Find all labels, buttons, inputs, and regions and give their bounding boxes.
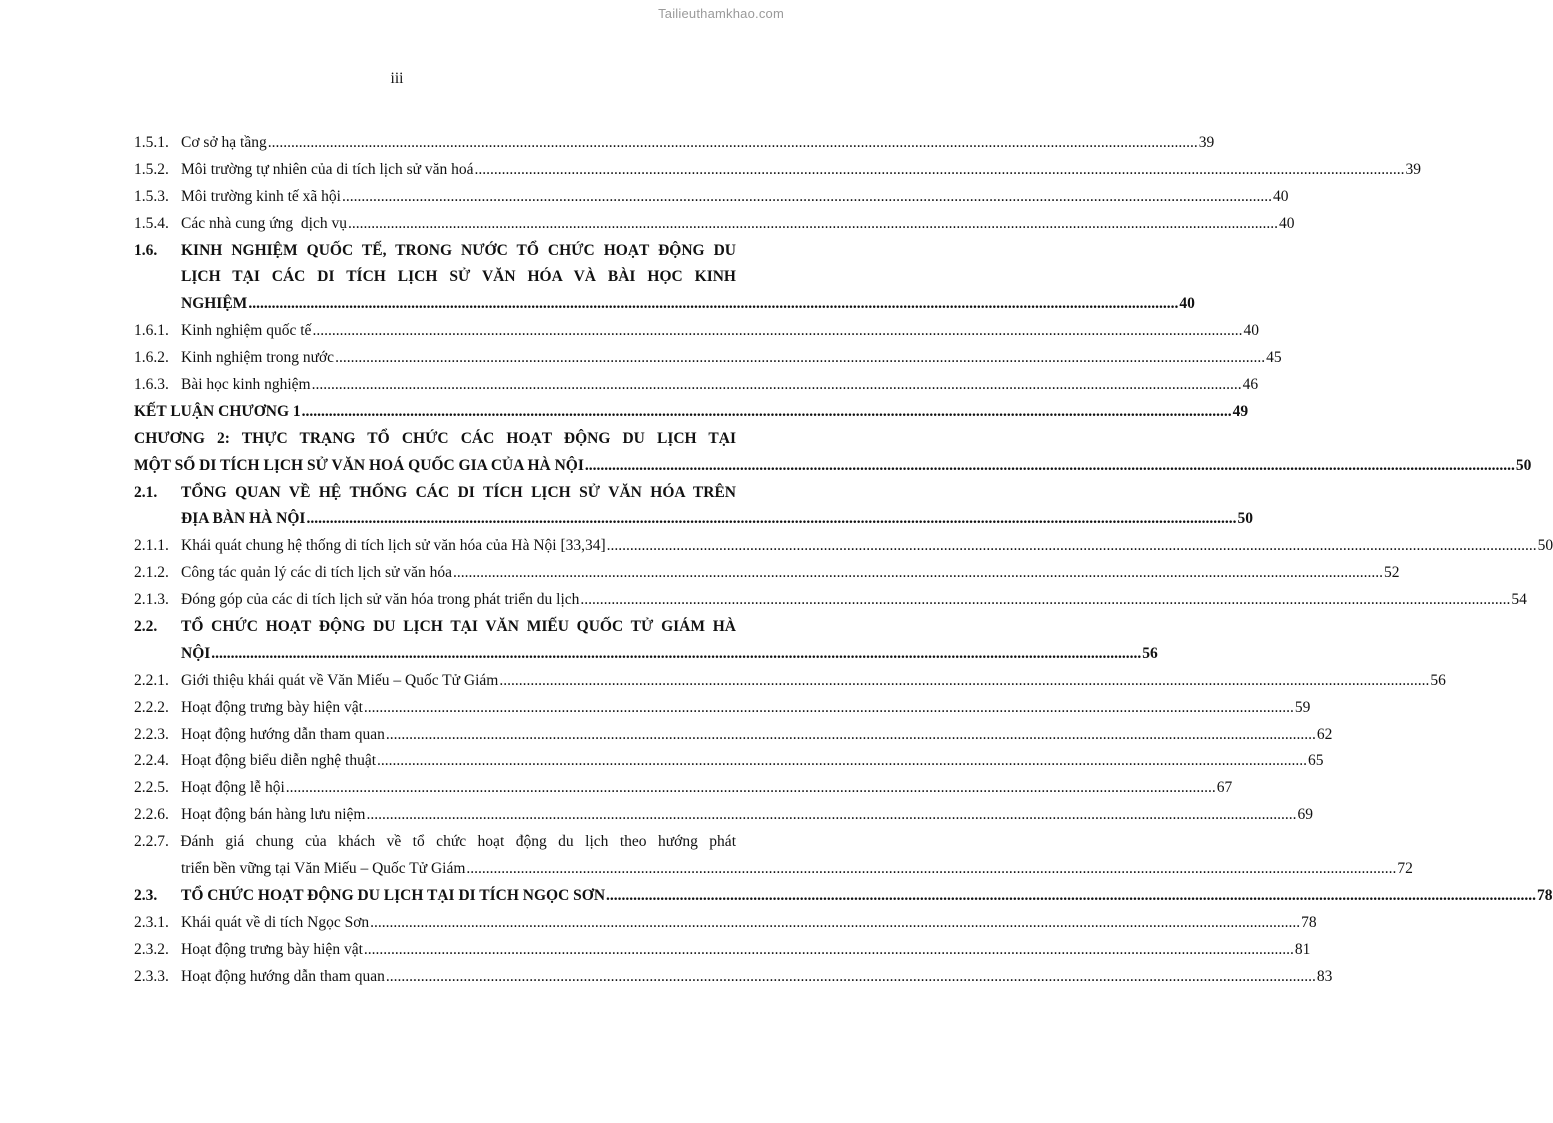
toc-entry-2-3-2[interactable] (134, 937, 1311, 964)
watermark: Tailieuthamkhao.com (658, 6, 784, 21)
toc-page: 52 (1383, 564, 1400, 582)
table-of-contents (134, 130, 1553, 991)
toc-label-line: KINH NGHIỆM QUỐC TẾ, TRONG NƯỚC TỔ CHỨC HOẠT ĐỘNG DU (181, 241, 736, 259)
toc-label: Bài học kinh nghiệm (181, 376, 311, 394)
toc-label-line: triển bền vững tại Văn Miếu – Quốc Tử Giám (181, 860, 466, 878)
toc-entry-2-2-7[interactable] (134, 829, 1413, 883)
toc-label: Hoạt động biểu diễn nghệ thuật (181, 752, 376, 770)
toc-page: 45 (1266, 349, 1282, 367)
dot-leader (499, 668, 1429, 695)
toc-page: 67 (1216, 779, 1233, 797)
toc-entry-2-3[interactable] (134, 883, 1553, 910)
toc-label-line: TỔNG QUAN VỀ HỆ THỐNG CÁC DI TÍCH LỊCH SỬ VĂN HÓA TRÊN (181, 483, 736, 501)
toc-label-line: 2.2.7. Đánh giá chung của khách về tổ chức hoạt động du lịch theo hướng phát (134, 833, 736, 851)
toc-label: Hoạt động trưng bày hiện vật (181, 698, 363, 716)
dot-leader (286, 775, 1216, 802)
toc-label: Kinh nghiệm quốc tế (181, 322, 312, 340)
dot-leader (306, 506, 1236, 533)
toc-label-line: CHƯƠNG 2: THỰC TRẠNG TỔ CHỨC CÁC HOẠT ĐỘNG DU LỊCH TẠI (134, 429, 736, 447)
toc-number: 2.1. (134, 483, 158, 501)
toc-page: 65 (1308, 752, 1324, 770)
toc-label: Hoạt động bán hàng lưu niệm (181, 806, 366, 824)
toc-entry-chuong-2[interactable] (134, 426, 1532, 480)
toc-label: Môi trường tự nhiên của di tích lịch sử văn hoá (181, 160, 474, 178)
toc-entry-2-1-1[interactable] (134, 533, 1553, 560)
toc-page: 40 (1179, 295, 1195, 313)
toc-label: Giới thiệu khái quát về Văn Miếu – Quốc Tử Giám (181, 671, 499, 689)
toc-number: 2.2.6. (134, 806, 169, 824)
toc-entry-2-3-1[interactable] (134, 910, 1317, 937)
toc-label-line: ĐỊA BÀN HÀ NỘI (181, 510, 306, 528)
page-number: iii (390, 70, 404, 87)
toc-label: Kinh nghiệm trong nước (181, 349, 335, 367)
toc-entry-2-1[interactable] (134, 480, 1253, 534)
toc-entry-1-6-2[interactable] (134, 345, 1282, 372)
toc-number: 1.6.2. (134, 349, 169, 367)
toc-label: TỔ CHỨC HOẠT ĐỘNG DU LỊCH TẠI DI TÍCH NGỌC SƠN (181, 886, 606, 904)
toc-page: 50 (1237, 510, 1253, 528)
toc-entry-2-2-5[interactable] (134, 775, 1233, 802)
toc-label-line: TỔ CHỨC HOẠT ĐỘNG DU LỊCH TẠI VĂN MIẾU QUỐC TỬ GIÁM HÀ (181, 618, 736, 636)
toc-entry-2-2-1[interactable] (134, 668, 1446, 695)
toc-label: KẾT LUẬN CHƯƠNG 1 (134, 402, 301, 420)
dot-leader (312, 372, 1242, 399)
dot-leader (580, 587, 1510, 614)
toc-page: 56 (1142, 644, 1158, 662)
toc-label: Hoạt động hướng dẫn tham quan (181, 725, 385, 743)
toc-entry-1-5-4[interactable] (134, 211, 1295, 238)
toc-number: 2.2.5. (134, 779, 169, 797)
dot-leader (248, 291, 1178, 318)
toc-label: Hoạt động hướng dẫn tham quan (181, 967, 385, 985)
toc-number: 1.5.1. (134, 134, 169, 151)
toc-page: 78 (1301, 913, 1317, 931)
toc-label-line: LỊCH TẠI CÁC DI TÍCH LỊCH SỬ VĂN HÓA VÀ BÀI HỌC KINH (181, 268, 736, 286)
toc-number: 1.5.4. (134, 214, 169, 232)
toc-number: 2.2.2. (134, 698, 169, 716)
toc-label: Các nhà cung ứng dịch vụ (181, 214, 347, 232)
toc-entry-2-2-4[interactable] (134, 748, 1324, 775)
toc-entry-1-6[interactable] (134, 238, 1195, 319)
toc-number: 2.1.1. (134, 537, 169, 555)
toc-page: 40 (1272, 187, 1289, 205)
toc-number: 2.2.1. (134, 671, 169, 689)
toc-page: 50 (1537, 537, 1553, 555)
dot-leader (453, 560, 1383, 587)
dot-leader (348, 211, 1278, 238)
toc-page: 59 (1294, 698, 1311, 716)
toc-entry-ket-luan-chuong-1[interactable] (134, 399, 1249, 426)
toc-page: 56 (1430, 671, 1446, 689)
toc-page: 72 (1397, 860, 1413, 878)
toc-page: 54 (1511, 591, 1527, 609)
toc-label: Khái quát về di tích Ngọc Sơn (181, 913, 370, 931)
toc-number: 2.3.3. (134, 967, 169, 985)
toc-page: 39 (1198, 134, 1215, 151)
toc-entry-2-2-3[interactable] (134, 722, 1333, 749)
toc-number: 1.5.3. (134, 187, 169, 205)
toc-label-line: NGHIỆM (181, 295, 248, 313)
toc-label: Đóng góp của các di tích lịch sử văn hóa trong phát triển du lịch (181, 591, 580, 609)
dot-leader (386, 964, 1316, 991)
toc-page: 81 (1294, 940, 1311, 958)
toc-label: Hoạt động lễ hội (181, 779, 285, 797)
toc-number: 1.6. (134, 241, 158, 259)
toc-entry-1-6-3[interactable] (134, 372, 1259, 399)
dot-leader (302, 399, 1232, 426)
dot-leader (607, 533, 1537, 560)
toc-page: 69 (1297, 806, 1313, 824)
toc-entry-1-5-2[interactable] (134, 157, 1422, 184)
toc-page: 46 (1242, 376, 1259, 394)
toc-entry-2-1-2[interactable] (134, 560, 1400, 587)
toc-number: 2.3. (134, 886, 158, 904)
toc-label: Cơ sở hạ tầng (181, 134, 267, 151)
toc-label: Khái quát chung hệ thống di tích lịch sử văn hóa của Hà Nội [33,34] (181, 537, 606, 555)
toc-label-line: MỘT SỐ DI TÍCH LỊCH SỬ VĂN HOÁ QUỐC GIA CỦA HÀ NỘI (134, 456, 584, 474)
toc-page: 78 (1537, 886, 1553, 904)
toc-page: 40 (1278, 214, 1295, 232)
dot-leader (585, 453, 1515, 480)
toc-page: 62 (1316, 725, 1333, 743)
toc-label: Công tác quản lý các di tích lịch sử văn hóa (181, 564, 452, 582)
toc-number: 1.5.2. (134, 160, 169, 178)
dot-leader (211, 641, 1141, 668)
toc-page: 39 (1405, 160, 1422, 178)
dot-leader (386, 722, 1316, 749)
toc-page: 40 (1243, 322, 1259, 340)
toc-number: 2.2.3. (134, 725, 169, 743)
dot-leader (364, 937, 1294, 964)
dot-leader (342, 184, 1272, 211)
toc-number: 2.3.1. (134, 913, 169, 931)
toc-entry-1-5-3[interactable] (134, 184, 1289, 211)
toc-label-line: NỘI (181, 644, 211, 662)
dot-leader (475, 157, 1405, 184)
toc-page: 49 (1232, 402, 1249, 420)
dot-leader (466, 856, 1396, 883)
toc-label: Môi trường kinh tế xã hội (181, 187, 341, 205)
toc-number: 1.6.3. (134, 376, 169, 394)
toc-page: 83 (1316, 967, 1333, 985)
toc-entry-1-5-1[interactable] (134, 130, 1215, 157)
dot-leader (377, 748, 1307, 775)
toc-entry-2-2-6[interactable] (134, 802, 1313, 829)
toc-label: Hoạt động trưng bày hiện vật (181, 940, 363, 958)
dot-leader (335, 345, 1265, 372)
toc-number: 2.2.4. (134, 752, 169, 770)
dot-leader (366, 802, 1296, 829)
toc-entry-1-6-1[interactable] (134, 318, 1259, 345)
toc-entry-2-1-3[interactable] (134, 587, 1527, 614)
toc-number: 1.6.1. (134, 322, 169, 340)
dot-leader (370, 910, 1300, 937)
dot-leader (364, 695, 1294, 722)
dot-leader (312, 318, 1242, 345)
toc-number: 2.1.3. (134, 591, 169, 609)
toc-entry-2-2[interactable] (134, 614, 1158, 668)
toc-page: 50 (1515, 456, 1532, 474)
toc-number: 2.2. (134, 618, 158, 636)
toc-entry-2-2-2[interactable] (134, 695, 1311, 722)
dot-leader (268, 130, 1198, 157)
dot-leader (606, 883, 1536, 910)
toc-entry-2-3-3[interactable] (134, 964, 1333, 991)
toc-number: 2.1.2. (134, 564, 169, 582)
toc-number: 2.3.2. (134, 940, 169, 958)
